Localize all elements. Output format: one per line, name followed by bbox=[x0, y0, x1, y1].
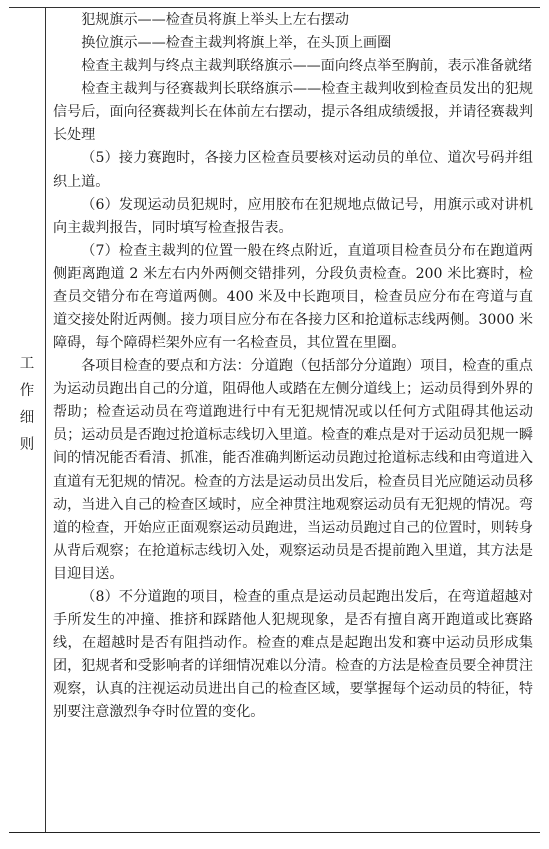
paragraph-item-5: （5）接力赛跑时，各接力区检查员要核对运动员的单位、道次号码并组织上道。 bbox=[53, 150, 533, 190]
row-label-work-rules bbox=[9, 351, 45, 459]
column-divider bbox=[45, 7, 46, 832]
row-label-char: 细 bbox=[19, 410, 35, 426]
table-bottom-rule bbox=[9, 832, 540, 833]
paragraph-foul-flag: 犯规旗示——检查员将旗上举头上左右摆动 bbox=[81, 12, 349, 28]
paragraph-inspection-methods: 各项目检查的要点和方法：分道跑（包括部分分道跑）项目，检查的重点为运动员跑出自己的分道，阻碍他人或踏在左侧分道线上；运动员得到外界的帮助；检查运动员在弯道跑进行中有无犯规情况或以任何方式阻碍其他运动员；运动员是否跑过抢道标志线切入里道。检查的难点是对于运动员犯规一瞬间的情况能否看清、抓准，能否准确判断运动员跑过抢道标志线和由弯道进入直道有无犯规的情况。检查的方法是运动员出发后，检查员目光应随运动员移动，当进入自己的检查区域时，应全神贯注地观察运动员有无犯规的情况。弯道的检查，开始应正面观察运动员跑进，当运动员跑过自己的位置时，则转身从背后观察；在抢道标志线切入处，观察运动员是否提前跑入里道，其方法是目迎目送。 bbox=[53, 358, 533, 582]
paragraph-item-7: （7）检查主裁判的位置一般在终点附近，直道项目检查员分布在跑道两侧距离跑道 2 米左右内外两侧交错排列，分段负责检查。200 米比赛时，检查员交错分布在弯道两侧。400 米及中长跑项目，检查员应分布在弯道与直道交接处附近两侧。接力项目应分布在各接力区和抢道标志线两侧。3000 米障碍，每个障碍栏架外应有一名检查员，其位置在里圈。 bbox=[53, 242, 533, 352]
row-label-char: 工 bbox=[19, 356, 35, 372]
paragraph-switch-flag: 换位旗示——检查主裁判将旗上举，在头顶上画圈 bbox=[81, 35, 392, 52]
paragraph-item-6: （6）发现运动员犯规时，应用胶布在犯规地点做记号，用旗示或对讲机向主裁判报告，同时填写检查报告表。 bbox=[53, 196, 533, 236]
row-label-char: 作 bbox=[19, 383, 35, 399]
table-top-rule bbox=[9, 7, 540, 8]
paragraph-referee-liaison-flag: 检查主裁判与径赛裁判长联络旗示——检查主裁判收到检查员发出的犯规信号后，面向径赛裁判长在体前左右摆动，提示各组成绩缓报，并请径赛裁判长处理 bbox=[53, 81, 533, 144]
paragraph-item-8: （8）不分道跑的项目，检查的重点是运动员起跑出发后，在弯道超越对手所发生的冲撞、推挤和踩踏他人犯规现象，是否有擅自离开跑道或比赛路线，在超越时是否有阻挡动作。检查的难点是起跑出发和赛中运动员形成集团，犯规者和受影响者的详细情况难以分清。检查的方法是检查员要全神贯注观察，认真的注视运动员进出自己的检查区域，要掌握每个运动员的特征，特别要注意激烈争夺时位置的变化。 bbox=[53, 588, 533, 721]
paragraph-finish-liaison-flag: 检查主裁判与终点主裁判联络旗示——面向终点举至胸前，表示准备就绪 bbox=[81, 58, 533, 75]
rules-content bbox=[53, 9, 533, 724]
row-label-char: 则 bbox=[19, 437, 35, 453]
